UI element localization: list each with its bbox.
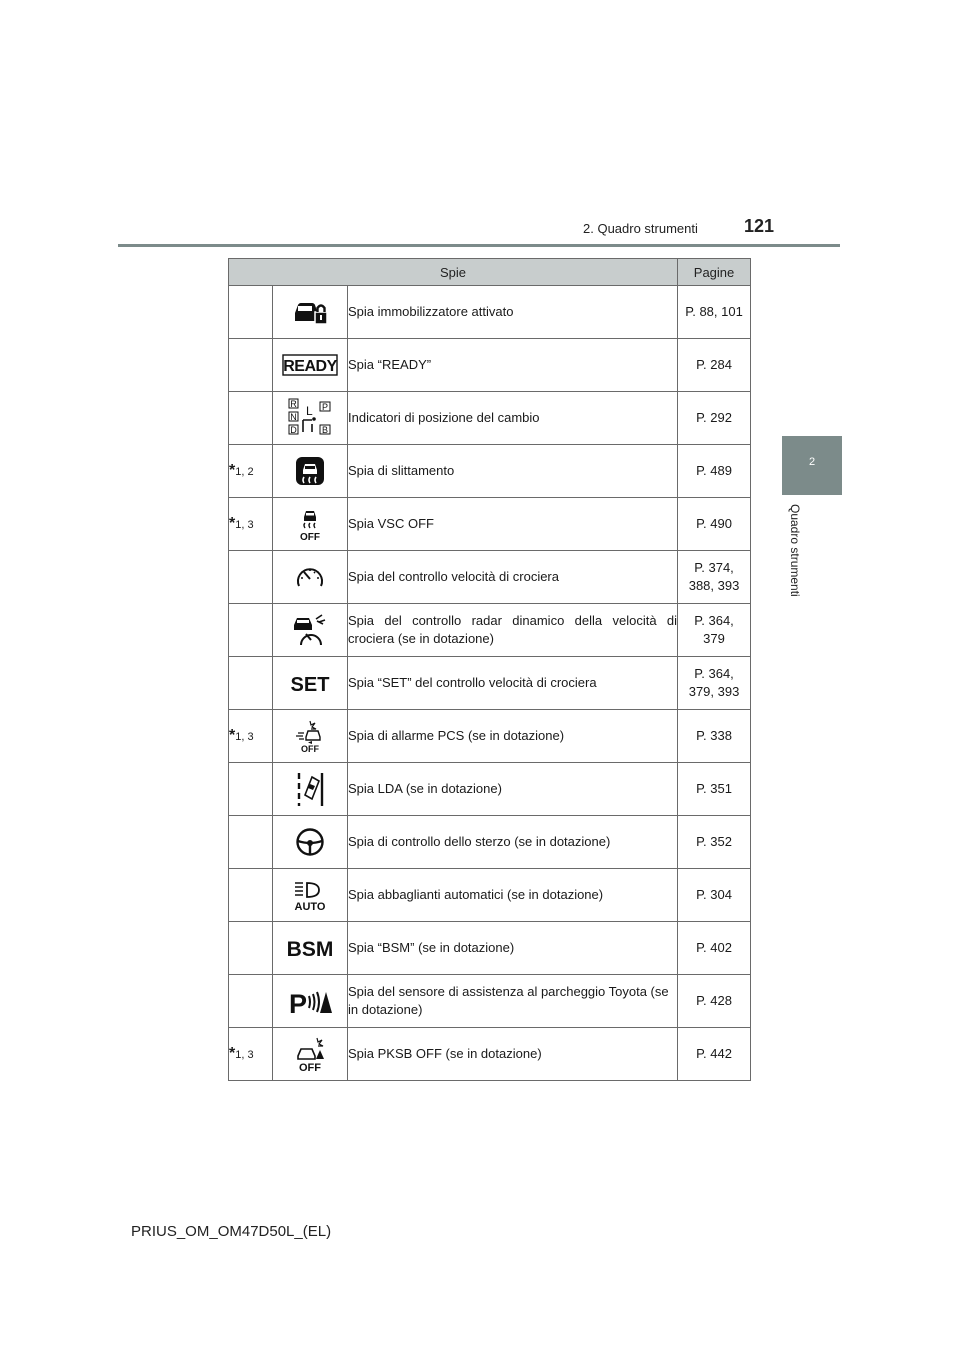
row-note [229, 286, 273, 339]
table-row [229, 710, 751, 763]
row-pages[interactable]: P. 352 [678, 816, 751, 869]
row-icon [273, 710, 348, 763]
table-row [229, 604, 751, 657]
cruise-control-icon [295, 564, 325, 590]
table-row [229, 445, 751, 498]
table-row [229, 551, 751, 604]
svg-text:OFF: OFF [299, 1062, 321, 1072]
row-note [229, 763, 273, 816]
row-pages[interactable]: P. 489 [678, 445, 751, 498]
row-description: Spia “READY” [348, 339, 678, 392]
pksb-off-icon [293, 1036, 327, 1072]
note-asterisk: * [229, 1045, 236, 1062]
row-note [229, 551, 273, 604]
row-note [229, 816, 273, 869]
svg-text:B: B [321, 425, 329, 435]
row-pages[interactable]: P. 304 [678, 869, 751, 922]
immobilizer-icon [292, 299, 328, 325]
svg-text:R: R [290, 399, 297, 409]
table-row [229, 869, 751, 922]
steering-icon [295, 827, 325, 857]
row-description: Spia “SET” del controllo velocità di crociera [348, 657, 678, 710]
bsm-icon [285, 936, 335, 960]
row-icon [273, 763, 348, 816]
row-pages[interactable]: P. 338 [678, 710, 751, 763]
shift-position-icon [288, 398, 332, 438]
row-note [229, 869, 273, 922]
row-description: Indicatori di posizione del cambio [348, 392, 678, 445]
vsc-off-icon [295, 507, 325, 541]
svg-text:OFF: OFF [301, 744, 319, 753]
row-note [229, 657, 273, 710]
row-icon [273, 392, 348, 445]
chapter-tab[interactable] [782, 436, 842, 495]
table-row [229, 1028, 751, 1081]
row-description: Spia di controllo dello sterzo (se in dotazione) [348, 816, 678, 869]
radar-cruise-icon [292, 613, 328, 647]
row-icon [273, 339, 348, 392]
table-row [229, 657, 751, 710]
row-description: Spia del sensore di assistenza al parcheggio Toyota (se in dotazione) [348, 975, 678, 1028]
row-pages[interactable]: P. 284 [678, 339, 751, 392]
header-pagine: Pagine [678, 259, 751, 286]
row-note: *1, 3 [229, 498, 273, 551]
row-pages[interactable]: P. 364, 379 [678, 604, 751, 657]
svg-text:N: N [290, 412, 297, 422]
row-description: Spia “BSM” (se in dotazione) [348, 922, 678, 975]
note-asterisk: * [229, 462, 236, 479]
row-icon [273, 498, 348, 551]
row-pages[interactable]: P. 428 [678, 975, 751, 1028]
row-note [229, 922, 273, 975]
table-row [229, 922, 751, 975]
svg-text:D: D [290, 425, 297, 435]
table-header-row [229, 259, 751, 286]
lda-icon [295, 771, 325, 807]
table-row [229, 816, 751, 869]
row-description: Spia del controllo radar dinamico della velocità di crociera (se in dotazione) [348, 604, 678, 657]
row-icon [273, 922, 348, 975]
svg-text:READY: READY [283, 358, 337, 375]
row-icon [273, 975, 348, 1028]
svg-text:SET: SET [290, 674, 330, 694]
row-description: Spia immobilizzatore attivato [348, 286, 678, 339]
row-pages[interactable]: P. 88, 101 [678, 286, 751, 339]
section-title: 2. Quadro strumenti [583, 221, 698, 236]
svg-text:OFF: OFF [300, 532, 320, 541]
svg-text:P: P [289, 989, 308, 1016]
row-icon [273, 816, 348, 869]
row-icon [273, 445, 348, 498]
parking-sensor-icon [287, 986, 333, 1016]
document-code: PRIUS_OM_OM47D50L_(EL) [131, 1223, 332, 1240]
row-note [229, 975, 273, 1028]
row-note [229, 339, 273, 392]
table-row [229, 392, 751, 445]
row-description: Spia PKSB OFF (se in dotazione) [348, 1028, 678, 1081]
row-icon [273, 1028, 348, 1081]
row-description: Spia VSC OFF [348, 498, 678, 551]
row-description: Spia abbaglianti automatici (se in dotazione) [348, 869, 678, 922]
auto-high-beam-icon [292, 879, 328, 911]
row-icon [273, 657, 348, 710]
table-row [229, 763, 751, 816]
row-icon [273, 604, 348, 657]
row-pages[interactable]: P. 402 [678, 922, 751, 975]
row-icon [273, 551, 348, 604]
svg-text:L: L [306, 404, 313, 418]
chapter-label: Quadro strumenti [788, 504, 802, 597]
row-description: Spia LDA (se in dotazione) [348, 763, 678, 816]
slip-icon [295, 456, 325, 486]
row-icon [273, 869, 348, 922]
row-note: *1, 2 [229, 445, 273, 498]
row-pages[interactable]: P. 442 [678, 1028, 751, 1081]
row-note: *1, 3 [229, 710, 273, 763]
note-asterisk: * [229, 727, 236, 744]
row-pages[interactable]: P. 364, 379, 393 [678, 657, 751, 710]
chapter-number: 2 [808, 456, 816, 468]
header-spie: Spie [229, 259, 678, 286]
svg-text:AUTO: AUTO [294, 901, 326, 911]
row-description: Spia di slittamento [348, 445, 678, 498]
table-row [229, 286, 751, 339]
header-rule [118, 244, 840, 247]
row-pages[interactable]: P. 374, 388, 393 [678, 551, 751, 604]
row-note [229, 604, 273, 657]
svg-text:P: P [321, 402, 329, 412]
page-number: 121 [744, 216, 775, 236]
pcs-off-icon [294, 719, 326, 753]
indicator-table [228, 258, 751, 1081]
table-row [229, 975, 751, 1028]
set-icon [288, 672, 332, 694]
row-pages[interactable]: P. 490 [678, 498, 751, 551]
row-description: Spia di allarme PCS (se in dotazione) [348, 710, 678, 763]
table-row [229, 339, 751, 392]
row-note [229, 392, 273, 445]
note-asterisk: * [229, 515, 236, 532]
row-description: Spia del controllo velocità di crociera [348, 551, 678, 604]
row-icon [273, 286, 348, 339]
svg-text:BSM: BSM [286, 938, 334, 960]
row-pages[interactable]: P. 351 [678, 763, 751, 816]
table-row [229, 498, 751, 551]
ready-icon [282, 354, 338, 376]
row-pages[interactable]: P. 292 [678, 392, 751, 445]
row-note: *1, 3 [229, 1028, 273, 1081]
